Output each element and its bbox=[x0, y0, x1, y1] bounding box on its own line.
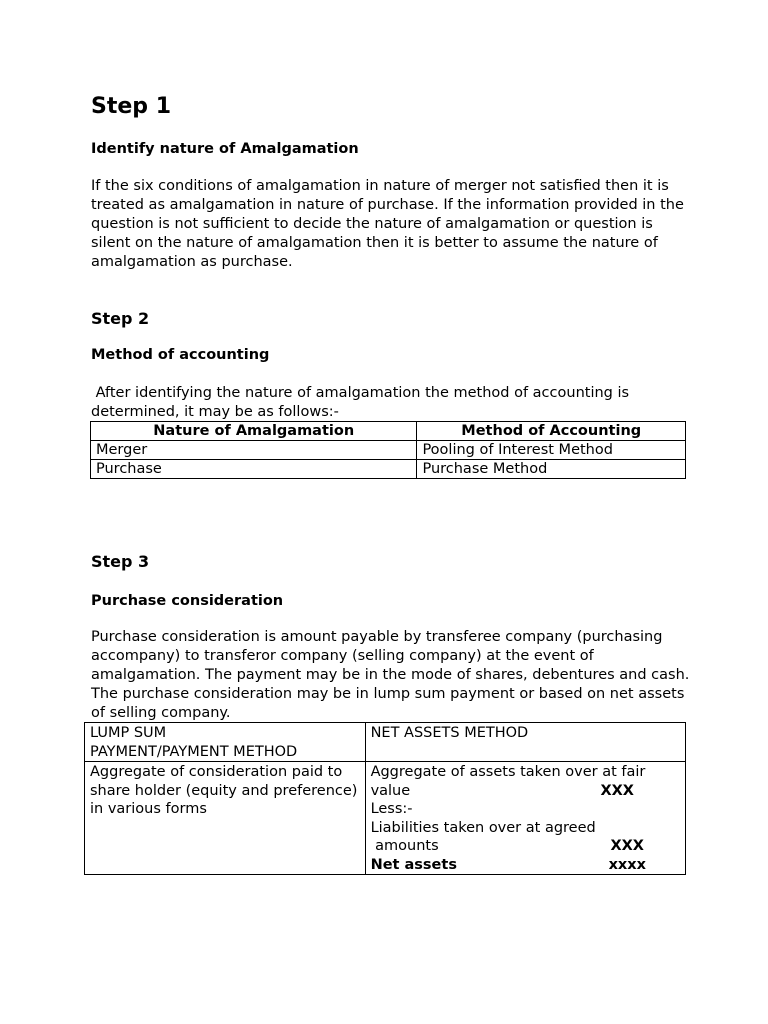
assets-line: Aggregate of assets taken over at fair bbox=[370, 764, 646, 780]
purchase-consideration-table bbox=[84, 722, 686, 875]
table-cell: Purchase Method bbox=[417, 460, 686, 479]
step3-paragraph: Purchase consideration is amount payable by transferee company (purchasing accompany) to transferor company (selling company) at the event of amalgamation. The payment may be in the mode of shares, debentures and cash. The purchase consideration may be in lump sum payment or based on net assets of selling company. bbox=[91, 629, 690, 721]
table-cell: Merger bbox=[91, 441, 417, 460]
net-assets-body-cell bbox=[365, 762, 685, 875]
net-assets-line bbox=[371, 856, 680, 875]
net-assets-amount: xxxx bbox=[608, 856, 646, 873]
step1-paragraph: If the six conditions of amalgamation in nature of merger not satisfied then it is treated as amalgamation in nature of purchase. If the information provided in the question is not sufficient to decide the nature of amalgamation or question is silent on the nature of amalgamation then it is better to assume the nature of amalgamation as purchase. bbox=[91, 178, 684, 270]
lump-sum-header-line1: LUMP SUM bbox=[90, 725, 167, 741]
step3-subheading: Purchase consideration bbox=[91, 593, 284, 609]
table-header-row bbox=[85, 723, 686, 762]
less-line: Less:- bbox=[370, 801, 413, 817]
table-row bbox=[91, 441, 686, 460]
table-row bbox=[85, 762, 686, 875]
net-assets-header: NET ASSETS METHOD bbox=[370, 725, 529, 741]
amounts-line bbox=[371, 837, 680, 856]
step2-paragraph: After identifying the nature of amalgamation the method of accounting is determined, it may be as follows:- bbox=[91, 385, 634, 420]
step3-heading: Step 3 bbox=[91, 552, 150, 571]
step1-subheading: Identify nature of Amalgamation bbox=[91, 141, 359, 157]
table-row bbox=[91, 460, 686, 479]
assets-amount: XXX bbox=[600, 782, 634, 799]
table-header-cell: Method of Accounting bbox=[417, 422, 686, 441]
lump-sum-header-line2: PAYMENT/PAYMENT METHOD bbox=[90, 743, 298, 760]
table-cell: Pooling of Interest Method bbox=[417, 441, 686, 460]
table-header-cell: Nature of Amalgamation bbox=[91, 422, 417, 441]
liabilities-line: Liabilities taken over at agreed bbox=[370, 819, 596, 836]
table-header-row bbox=[91, 422, 686, 441]
liabilities-amount: XXX bbox=[610, 838, 644, 854]
lump-sum-header-cell bbox=[85, 723, 366, 762]
lump-sum-description: Aggregate of consideration paid to share holder (equity and preference) in various forms bbox=[90, 764, 358, 817]
step2-heading: Step 2 bbox=[91, 309, 150, 328]
lump-sum-body-cell bbox=[85, 762, 366, 875]
value-line bbox=[371, 782, 680, 801]
net-assets-header-cell bbox=[365, 723, 685, 762]
step2-subheading: Method of accounting bbox=[91, 347, 270, 363]
step1-heading: Step 1 bbox=[91, 94, 171, 119]
value-label: value bbox=[370, 782, 411, 799]
amounts-label: amounts bbox=[370, 838, 439, 854]
net-assets-label: Net assets bbox=[370, 856, 457, 873]
table-cell: Purchase bbox=[91, 460, 417, 479]
accounting-method-table bbox=[90, 421, 686, 479]
